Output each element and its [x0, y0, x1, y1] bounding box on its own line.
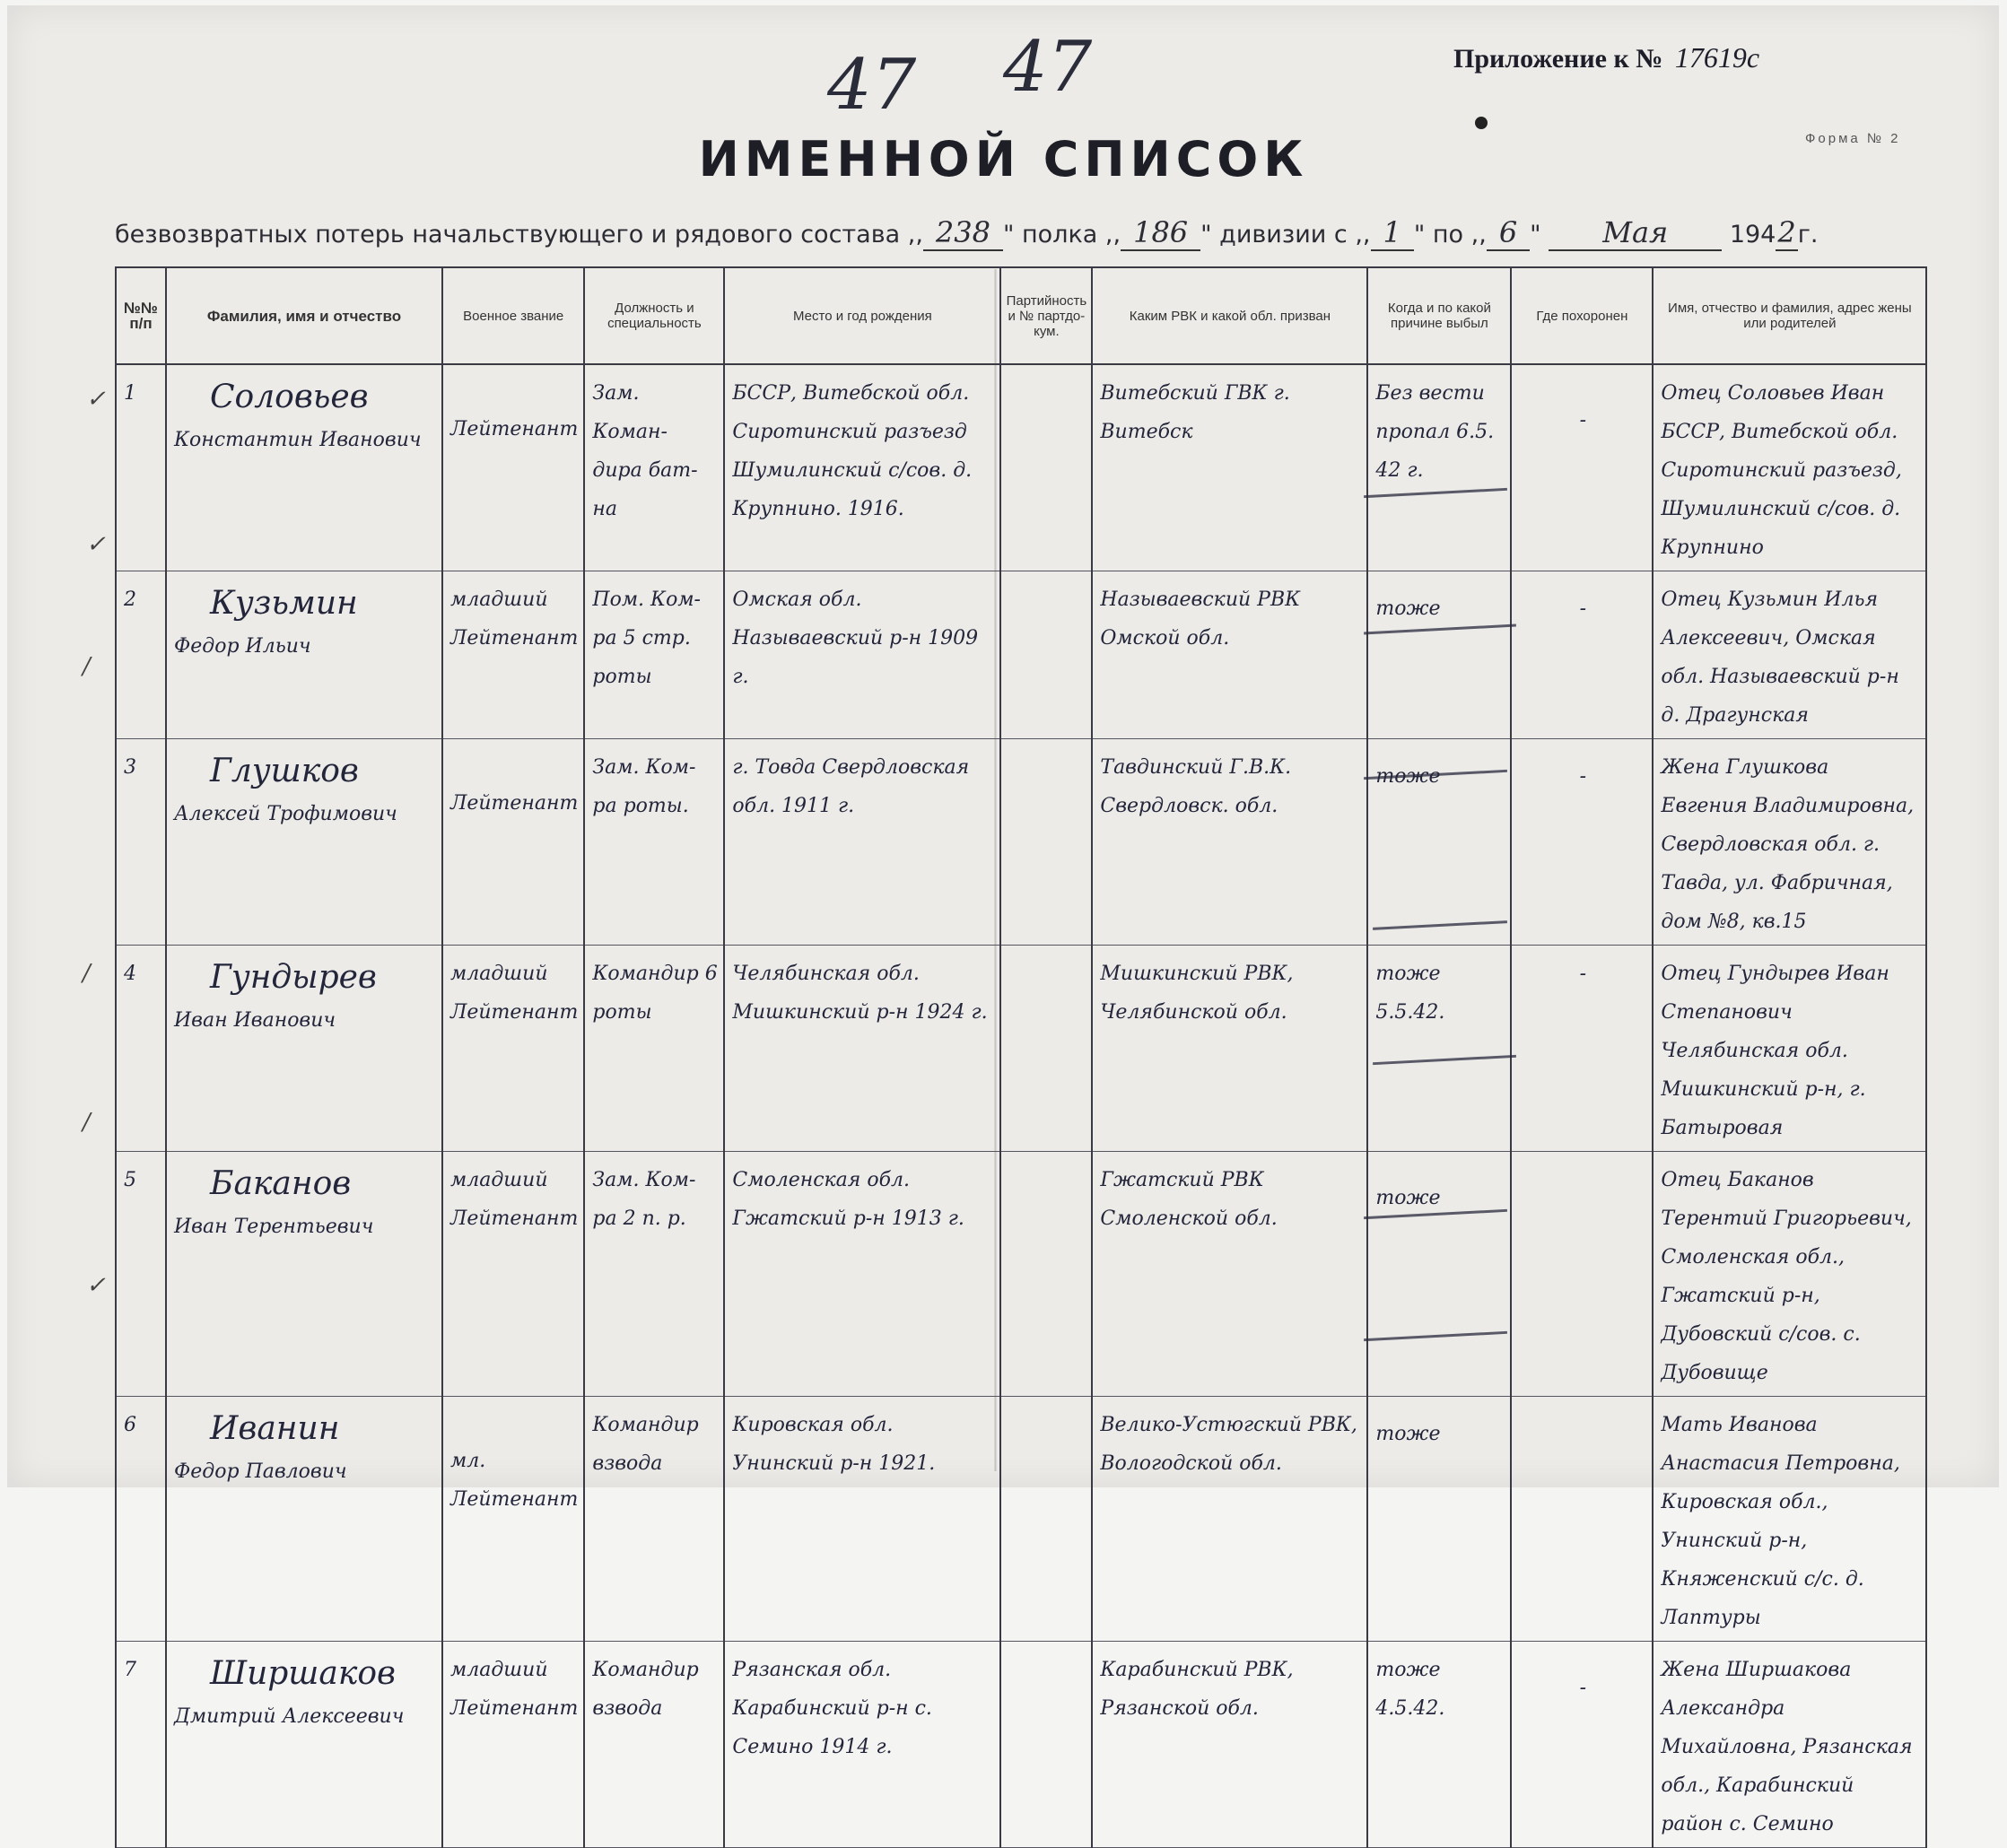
col-header-number: №№ п/п	[116, 267, 166, 364]
position: Зам. Ком-ра 2 п. р.	[584, 1152, 724, 1397]
check-mark: ✓	[86, 531, 106, 558]
col-header-birth: Место и год рождения	[724, 267, 1000, 364]
surname: Иванин	[210, 1410, 340, 1447]
table-row	[116, 1152, 1926, 1397]
draft-office: Тавдинский Г.В.К. Свердловск. обл.	[1092, 739, 1367, 946]
table-row	[116, 739, 1926, 946]
division-number: 186	[1121, 215, 1200, 251]
military-rank: младший Лейтенант	[442, 571, 584, 739]
full-name	[166, 739, 442, 946]
given-name: Иван Иванович	[174, 1009, 336, 1032]
col-header-position: Должность и специальность	[584, 267, 724, 364]
burial-place	[1511, 1152, 1653, 1397]
relatives-address: Отец Гундырев Иван Степанович Челябинская обл. Мишкинский р-н, г. Батыровая	[1653, 946, 1926, 1152]
table-row	[116, 946, 1926, 1152]
burial-place: -	[1511, 739, 1653, 946]
from-day: 1	[1371, 215, 1414, 251]
birth-place-year: Смоленская обл. Гжатский р-н 1913 г.	[724, 1152, 1000, 1397]
draft-office: Гжатский РВК Смоленской обл.	[1092, 1152, 1367, 1397]
month: Мая	[1549, 215, 1722, 251]
draft-office: Называевский РВК Омской обл.	[1092, 571, 1367, 739]
given-name: Федор Ильич	[174, 635, 311, 658]
position: Командир 6 роты	[584, 946, 724, 1152]
full-name	[166, 571, 442, 739]
subtitle-text-4: по	[1432, 221, 1464, 248]
form-number: Форма № 2	[1805, 131, 1901, 146]
archive-number-2: 47	[1003, 27, 1093, 108]
full-name	[166, 1152, 442, 1397]
row-number: 3	[116, 739, 166, 946]
check-mark: ✓	[86, 1272, 106, 1299]
row-number: 2	[116, 571, 166, 739]
surname: Кузьмин	[210, 585, 358, 622]
check-mark: ✓	[86, 386, 106, 413]
relatives-address: Отец Кузьмин Илья Алексеевич, Омская обл. Называевский р-н д. Драгунская	[1653, 571, 1926, 739]
party-membership	[1000, 1397, 1092, 1642]
surname: Ширшаков	[210, 1655, 396, 1692]
appendix-line	[1453, 41, 1759, 74]
birth-place-year: г. Товда Свердловская обл. 1911 г.	[724, 739, 1000, 946]
col-header-rank: Военное звание	[442, 267, 584, 364]
loss-reason: тоже 5.5.42.	[1367, 946, 1511, 1152]
given-name: Дмитрий Алексеевич	[174, 1705, 405, 1728]
ink-dot	[1475, 117, 1488, 129]
burial-place: -	[1511, 364, 1653, 571]
year-suffix: г.	[1797, 221, 1819, 248]
surname: Соловьев	[210, 379, 369, 415]
col-header-buried: Где похоронен	[1511, 267, 1653, 364]
position: Зам. Коман- дира бат-на	[584, 364, 724, 571]
birth-place-year: Челябинская обл. Мишкинский р-н 1924 г.	[724, 946, 1000, 1152]
table-row	[116, 364, 1926, 571]
position: Зам. Ком-ра роты.	[584, 739, 724, 946]
loss-reason: тоже	[1367, 739, 1511, 946]
col-header-rvk: Каким РВК и какой обл. призван	[1092, 267, 1367, 364]
party-membership	[1000, 571, 1092, 739]
party-membership	[1000, 1152, 1092, 1397]
check-mark: /	[83, 653, 91, 680]
position: Командир взвода	[584, 1397, 724, 1642]
full-name	[166, 1642, 442, 1848]
relatives-address: Жена Ширшакова Александра Михайловна, Рязанская обл., Карабинский район с. Семино	[1653, 1642, 1926, 1848]
relatives-address: Отец Соловьев Иван БССР, Витебской обл. Сиротинский разъезд, Шумилинский с/сов. д. Крупнино	[1653, 364, 1926, 571]
archive-number-1: 47	[827, 45, 917, 126]
military-rank: Лейтенант	[442, 739, 584, 946]
military-rank: Лейтенант	[442, 364, 584, 571]
birth-place-year: Рязанская обл. Карабинский р-н с. Семино 1914 г.	[724, 1642, 1000, 1848]
surname: Глушков	[210, 753, 359, 789]
appendix-label: Приложение к №	[1453, 44, 1663, 74]
draft-office: Велико-Устюгский РВК, Вологодской обл.	[1092, 1397, 1367, 1642]
row-number: 5	[116, 1152, 166, 1397]
table-row	[116, 571, 1926, 739]
party-membership	[1000, 946, 1092, 1152]
regiment-number: 238	[923, 215, 1003, 251]
full-name	[166, 1397, 442, 1642]
burial-place	[1511, 1397, 1653, 1642]
given-name: Константин Иванович	[174, 429, 422, 451]
row-number: 6	[116, 1397, 166, 1642]
birth-place-year: Кировская обл. Унинский р-н 1921.	[724, 1397, 1000, 1642]
party-membership	[1000, 1642, 1092, 1848]
losses-table	[115, 266, 1927, 1848]
row-number: 7	[116, 1642, 166, 1848]
loss-reason: тоже	[1367, 1152, 1511, 1397]
loss-reason: тоже	[1367, 571, 1511, 739]
row-number: 1	[116, 364, 166, 571]
col-header-reason: Когда и по какой причине выбыл	[1367, 267, 1511, 364]
position: Пом. Ком-ра 5 стр. роты	[584, 571, 724, 739]
military-rank: мл. Лейтенант	[442, 1397, 584, 1642]
document-title: ИМЕННОЙ СПИСОК	[698, 131, 1309, 187]
full-name	[166, 946, 442, 1152]
document-subtitle: безвозвратных потерь начальствующего и рядового состава ,, 238 " полка ,, 186 " дивизии с ,, 1 " по ,, 6 " Мая 1942г.	[115, 215, 1819, 249]
military-rank: младший Лейтенант	[442, 1152, 584, 1397]
year-prefix: 194	[1729, 221, 1776, 248]
surname: Баканов	[210, 1165, 352, 1202]
birth-place-year: БССР, Витебской обл. Сиротинский разъезд Шумилинский с/сов. д. Крупнино. 1916.	[724, 364, 1000, 571]
loss-reason: тоже	[1367, 1397, 1511, 1642]
col-header-party: Партийность и № партдо-кум.	[1000, 267, 1092, 364]
table-row	[116, 1642, 1926, 1848]
subtitle-text-1: безвозвратных потерь начальствующего и рядового состава	[115, 221, 901, 248]
burial-place: -	[1511, 946, 1653, 1152]
given-name: Иван Терентьевич	[174, 1216, 374, 1238]
birth-place-year: Омская обл. Называевский р-н 1909 г.	[724, 571, 1000, 739]
relatives-address: Жена Глушкова Евгения Владимировна, Свердловская обл. г. Тавда, ул. Фабричная, дом №8, кв.15	[1653, 739, 1926, 946]
relatives-address: Отец Баканов Терентий Григорьевич, Смоленская обл., Гжатский р-н, Дубовский с/сов. с. Дубовище	[1653, 1152, 1926, 1397]
burial-place: -	[1511, 1642, 1653, 1848]
surname: Гундырев	[210, 959, 377, 996]
draft-office: Мишкинский РВК, Челябинской обл.	[1092, 946, 1367, 1152]
col-header-relatives: Имя, отчество и фамилия, адрес жены или родителей	[1653, 267, 1926, 364]
table-header-row	[116, 267, 1926, 364]
loss-reason: Без вести пропал 6.5. 42 г.	[1367, 364, 1511, 571]
loss-reason: тоже 4.5.42.	[1367, 1642, 1511, 1848]
check-mark: /	[83, 1109, 91, 1136]
draft-office: Карабинский РВК, Рязанской обл.	[1092, 1642, 1367, 1848]
to-day: 6	[1487, 215, 1530, 251]
given-name: Алексей Трофимович	[174, 803, 397, 825]
col-header-name: Фамилия, имя и отчество	[166, 267, 442, 364]
appendix-number: 17619с	[1674, 41, 1760, 74]
row-number: 4	[116, 946, 166, 1152]
party-membership	[1000, 364, 1092, 571]
year-digit: 2	[1777, 215, 1796, 249]
position: Командир взвода	[584, 1642, 724, 1848]
draft-office: Витебский ГВК г. Витебск	[1092, 364, 1367, 571]
relatives-address: Мать Иванова Анастасия Петровна, Кировская обл., Унинский р-н, Княженский с/с. д. Лаптуры	[1653, 1397, 1926, 1642]
subtitle-text-3: дивизии с	[1219, 221, 1348, 248]
burial-place: -	[1511, 571, 1653, 739]
full-name	[166, 364, 442, 571]
military-rank: младший Лейтенант	[442, 1642, 584, 1848]
military-rank: младший Лейтенант	[442, 946, 584, 1152]
party-membership	[1000, 739, 1092, 946]
given-name: Федор Павлович	[174, 1460, 347, 1483]
subtitle-text-2: полка	[1022, 221, 1098, 248]
table-row	[116, 1397, 1926, 1642]
check-mark: /	[83, 960, 91, 987]
